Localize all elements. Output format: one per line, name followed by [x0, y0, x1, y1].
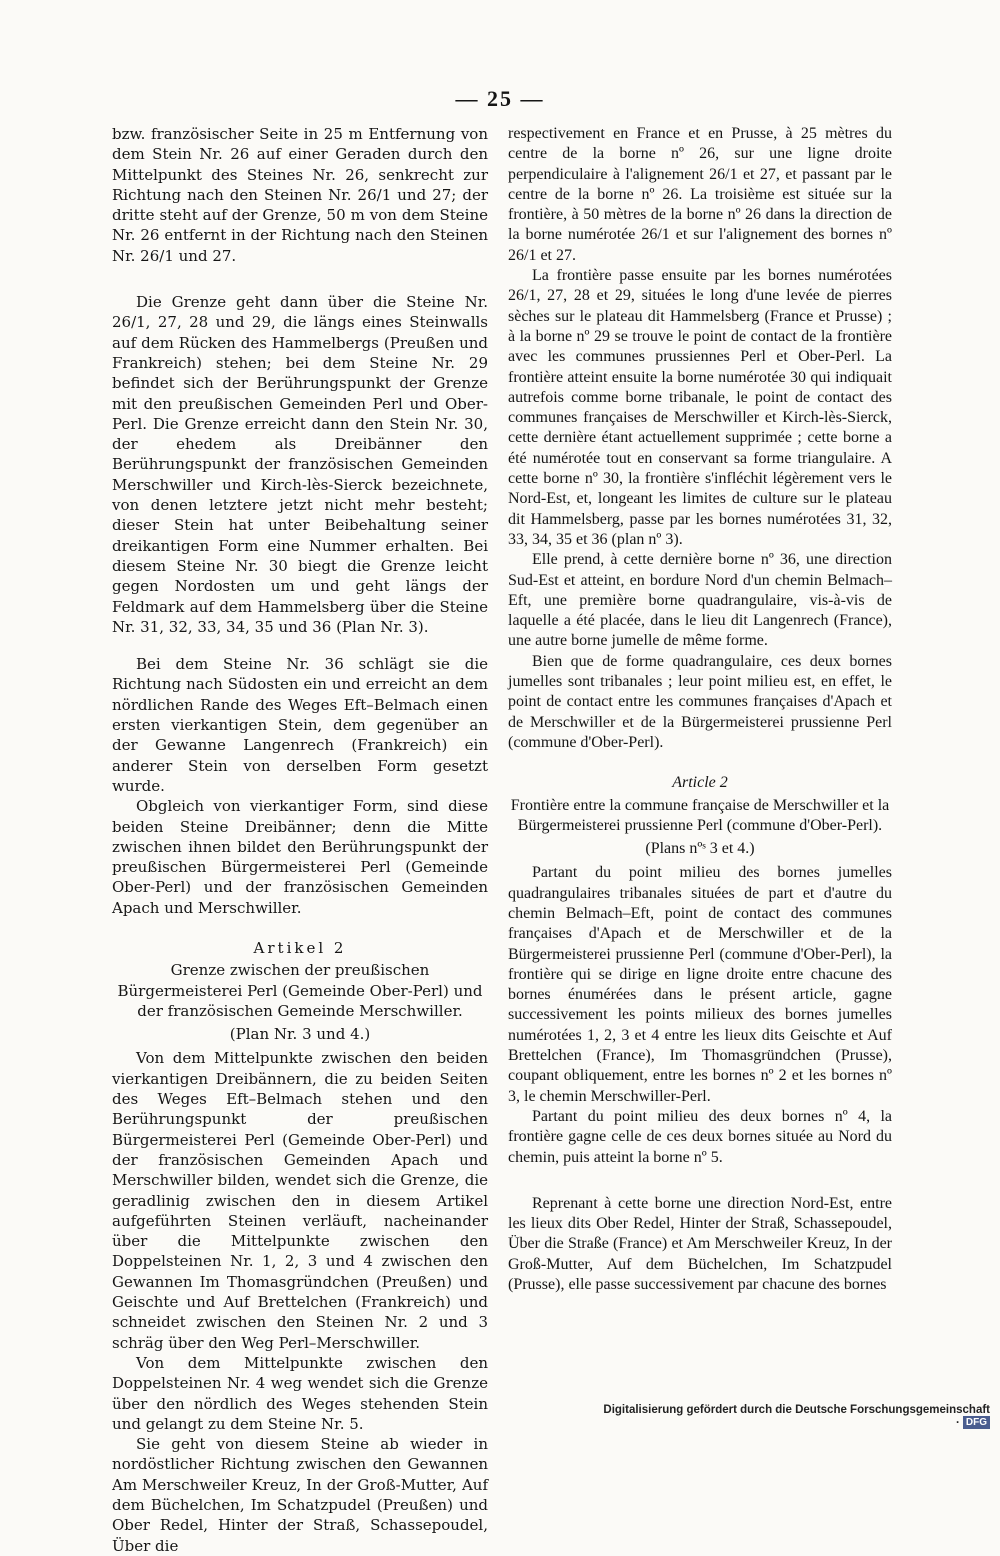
french-column: [508, 124, 892, 1295]
article-plan-reference: (Plans nºˢ 3 et 4.): [645, 840, 755, 858]
german-paragraph: Obgleich von vierkantiger Form, sind diese beiden Steine Dreibänner; denn die Mitte zwischen ihnen bildet den Berührungspunkt der preußischen Bürgermeisterei Perl (Gemeinde Ober-Perl) und der französischen Gemeinden Apach und Merschwiller.: [112, 797, 488, 917]
article-heading: Article 2: [672, 774, 728, 792]
french-paragraph: Reprenant à cette borne une direction Nord-Est, entre les lieux dits Ober Redel, Hinter der Straß, Schassepoudel, Über die Straße (France) et Am Merschweiler Kreuz, In der Groß-Mutter, Auf dem Büchelchen, Im Schatzpudel (Prusse), elle passe successivement par chacune des bornes: [508, 1194, 892, 1294]
article-subheading: Frontière entre la commune française de Merschwiller et la Bürgermeisterei prussienne Perl (commune d'Ober-Perl).: [510, 796, 890, 834]
french-paragraph: La frontière passe ensuite par les bornes numérotées 26/1, 27, 28 et 29, situées le long d'une levée de pierres sèches sur le plateau dit Hammelsberg (France et Prusse) ; à la borne nº 29 se trouve le point de contact de la frontière avec les communes prussiennes Perl et Ober-Perl. La frontière atteint ensuite la borne numérotée 30 qui indiquait autrefois comme borne tribanale, le point de contact des communes françaises de Merschwiller et Kirch-lès-Sierck, cette dernière étant actuellement supprimée ; cette borne a été numérotée tout en conservant sa forme triangulaire. A cette borne nº 30, la frontière s'infléchit légèrement vers le Nord-Est, et, longeant les limites de culture sur le plateau dit Hammelsberg, passe par les bornes numérotées 31, 32, 33, 34, 35 et 36 (plan nº 3).: [508, 267, 892, 548]
article-subheading: Grenze zwischen der preußischen Bürgermeisterei Perl (Gemeinde Ober-Perl) und der französischen Gemeinde Merschwiller.: [117, 961, 483, 1020]
digitization-credit: [600, 1404, 990, 1429]
french-paragraph: Partant du point milieu des bornes jumelles quadrangulaires tribanales situées de part et d'autre du chemin Belmach–Eft, point de contact des communes françaises d'Apach et de Merschwiller et de la Bürgermeisterei prussienne Perl (commune d'Ober-Perl), la frontière qui se dirige en ligne droite entre chacune des bornes énumérées dans le présent article, gagne successivement les points milieux des bornes jumelles numérotées 1, 2, 3 et 4 entre les lieux dits Geischte et Auf Brettelchen (France), Im Thomasgründchen (Prusse), coupant obliquement, entre les bornes nº 2 et les bornes nº 3, le chemin Merschwiller-Perl.: [508, 864, 892, 1105]
page-number: — 25 —: [455, 86, 545, 111]
german-paragraph: Die Grenze geht dann über die Steine Nr. 26/1, 27, 28 und 29, die längs eines Steinwalls auf dem Rücken des Hammelbergs (Preußen und Frankreich) stehen; bei dem Steine Nr. 29 befindet sich der Berührungspunkt der Grenze mit den preußischen Gemeinden Perl und Ober-Perl. Die Grenze erreicht dann den Stein Nr. 30, der ehedem als Dreibänner den Berührungspunkt der französischen Gemeinden Merschwiller und Kirch-lès-Sierck bezeichnete, von denen letztere jetzt nicht mehr besteht; dieser Stein hat unter Beibehaltung seiner dreikantigen Form eine Nummer erhalten. Bei diesem Steine Nr. 30 biegt die Grenze leicht gegen Nordosten um und geht längs der Feldmark auf dem Hammelsberg über die Steine Nr. 31, 32, 33, 34, 35 und 36 (Plan Nr. 3).: [112, 293, 488, 636]
german-paragraph: Sie geht von diesem Steine ab wieder in nordöstlicher Richtung zwischen den Gewannen Am Merschweiler Kreuz, In der Groß-Mutter, Auf dem Büchelchen, Im Schatzpudel (Preußen) und Ober Redel, Hinter der Straß, Schassepoudel, Über die: [112, 1435, 488, 1555]
dfg-logo-icon: DFG: [963, 1416, 990, 1429]
french-paragraph: Partant du point milieu des deux bornes nº 4, la frontière gagne celle de ces deux bornes située au Nord du chemin, puis atteint la borne nº 5.: [508, 1107, 892, 1166]
article-heading: Artikel 2: [253, 938, 347, 957]
french-paragraph: Elle prend, à cette dernière borne nº 36, une direction Sud-Est et atteint, en bordure Nord d'un chemin Belmach–Eft, une première borne quadrangulaire, vis-à-vis de laquelle a été placée, dans le lieu dit Langenrech (France), une autre borne jumelle de même forme.: [508, 551, 892, 650]
german-column: [112, 124, 488, 1556]
french-paragraph: Bien que de forme quadrangulaire, ces deux bornes jumelles sont tribanales ; leur point milieu est, en effet, le point de contact entre les communes françaises d'Apach et de Merschwiller et de la Bürgermeisterei prussienne Perl (commune d'Ober-Perl).: [508, 652, 892, 751]
french-paragraph: respectivement en France et en Prusse, à 25 mètres du centre de la borne nº 26, sur une ligne droite perpendiculaire à l'alignement 26/1 et 27, et passant par le centre de la borne nº 26. La troisième est située sur la frontière, à 50 mètres de la borne nº 26 dans la direction de la borne numérotée 26/1 et sur l'alignement des bornes nº 26/1 et 27.: [508, 125, 892, 264]
german-paragraph: Bei dem Steine Nr. 36 schlägt sie die Richtung nach Südosten ein und erreicht an dem nördlichen Rande des Weges Eft–Belmach einen ersten vierkantigen Stein, dem gegenüber an der Gewanne Langenrech (Frankreich) ein anderer Stein von derselben Form gesetzt wurde.: [112, 655, 488, 795]
german-paragraph: bzw. französischer Seite in 25 m Entfernung von dem Stein Nr. 26 auf einer Geraden durch den Mittelpunkt des Steines Nr. 26, senkrecht zur Richtung nach den Steinen Nr. 26/1 und 27; der dritte steht auf der Grenze, 50 m von dem Steine Nr. 26 entfernt in der Richtung nach den Steinen Nr. 26/1 und 27.: [112, 125, 488, 265]
german-paragraph: Von dem Mittelpunkte zwischen den beiden vierkantigen Dreibännern, die zu beiden Seiten des Weges Eft–Belmach stehen und den Berührungspunkt der preußischen Bürgermeisterei Perl (Gemeinde Ober-Perl) und der französischen Gemeinden Apach und Merschwiller bilden, wendet sich die Grenze, die geradlinig zwischen den in diesem Artikel aufgeführten Steinen verläuft, nacheinander über die Mittelpunkte zwischen den Doppelsteinen Nr. 1, 2, 3 und 4 zwischen den Gewannen Im Thomasgründchen (Preußen) und Geischte und Auf Brettelchen (Frankreich) und schneidet zwischen den Steinen Nr. 2 und 3 schräg über den Weg Perl–Merschwiller.: [112, 1049, 488, 1352]
article-plan-reference: (Plan Nr. 3 und 4.): [229, 1025, 371, 1044]
digitization-credit-text: Digitalisierung gefördert durch die Deutsche Forschungsgemeinschaft ·: [603, 1404, 990, 1429]
german-paragraph: Von dem Mittelpunkte zwischen den Doppelsteinen Nr. 4 weg wendet sich die Grenze über den nördlich des Weges stehenden Stein und gelangt zu dem Steine Nr. 5.: [112, 1353, 488, 1433]
